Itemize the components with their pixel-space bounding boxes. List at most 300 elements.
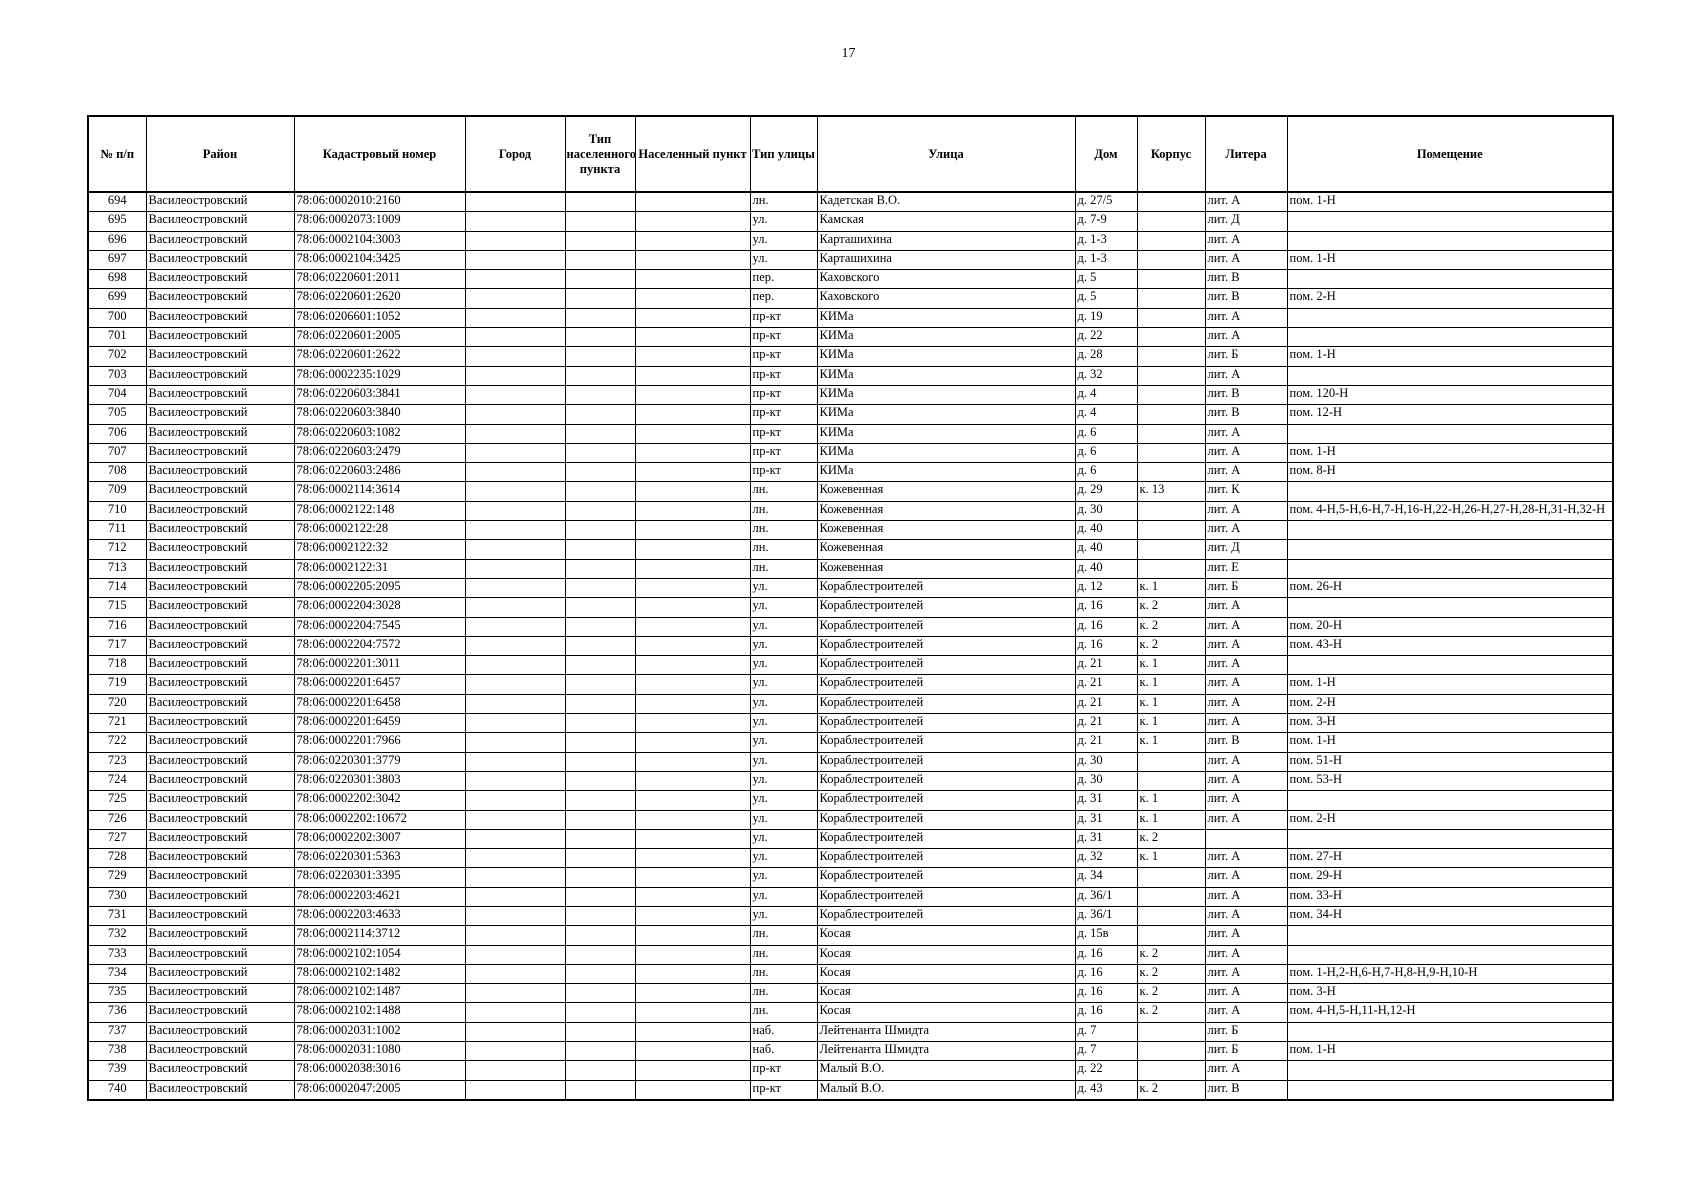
cell-city	[465, 578, 565, 597]
cell-settlement	[635, 424, 750, 443]
cell-premises: пом. 8-Н	[1287, 463, 1613, 482]
cell-house: д. 7	[1075, 1042, 1137, 1061]
cell-street: Кораблестроителей	[817, 868, 1075, 887]
cell-building	[1137, 501, 1205, 520]
cell-premises	[1287, 482, 1613, 501]
cell-building	[1137, 1061, 1205, 1080]
cell-settlement-type	[565, 366, 635, 385]
cell-city	[465, 385, 565, 404]
header-settlement: Населенный пункт	[635, 116, 750, 192]
cell-street: КИМа	[817, 385, 1075, 404]
cell-street: Кораблестроителей	[817, 578, 1075, 597]
table-row	[88, 964, 1613, 983]
cell-house: д. 7-9	[1075, 212, 1137, 231]
table-body	[88, 192, 1613, 1100]
cell-city	[465, 231, 565, 250]
cell-house: д. 7	[1075, 1022, 1137, 1041]
cell-city	[465, 906, 565, 925]
cell-street-type: пр-кт	[750, 463, 817, 482]
cell-row-number: 712	[88, 540, 146, 559]
cell-settlement-type	[565, 752, 635, 771]
cell-building: к. 1	[1137, 791, 1205, 810]
cell-settlement-type	[565, 328, 635, 347]
cell-cadastral-number: 78:06:0206601:1052	[294, 308, 465, 327]
cell-district: Василеостровский	[146, 887, 294, 906]
cell-row-number: 708	[88, 463, 146, 482]
cell-premises: пом. 3-Н	[1287, 984, 1613, 1003]
cell-house: д. 40	[1075, 559, 1137, 578]
table-row	[88, 636, 1613, 655]
cell-city	[465, 849, 565, 868]
property-registry-table	[87, 115, 1614, 1101]
cell-building: к. 1	[1137, 656, 1205, 675]
cell-city	[465, 482, 565, 501]
cell-premises	[1287, 231, 1613, 250]
cell-letter: лит. А	[1205, 617, 1287, 636]
cell-district: Василеостровский	[146, 347, 294, 366]
cell-settlement-type	[565, 694, 635, 713]
cell-building: к. 1	[1137, 849, 1205, 868]
cell-premises: пом. 1-Н	[1287, 675, 1613, 694]
cell-building: к. 1	[1137, 694, 1205, 713]
cell-letter: лит. В	[1205, 385, 1287, 404]
cell-building	[1137, 540, 1205, 559]
cell-cadastral-number: 78:06:0220601:2005	[294, 328, 465, 347]
cell-premises: пом. 27-Н	[1287, 849, 1613, 868]
cell-premises	[1287, 1080, 1613, 1100]
cell-settlement-type	[565, 231, 635, 250]
cell-settlement-type	[565, 636, 635, 655]
cell-district: Василеостровский	[146, 578, 294, 597]
cell-street-type: пр-кт	[750, 405, 817, 424]
cell-district: Василеостровский	[146, 559, 294, 578]
cell-letter: лит. А	[1205, 984, 1287, 1003]
cell-premises	[1287, 212, 1613, 231]
cell-settlement	[635, 1003, 750, 1022]
cell-street: Кораблестроителей	[817, 694, 1075, 713]
cell-city	[465, 250, 565, 269]
cell-settlement-type	[565, 771, 635, 790]
cell-city	[465, 868, 565, 887]
cell-row-number: 724	[88, 771, 146, 790]
cell-city	[465, 366, 565, 385]
cell-settlement	[635, 926, 750, 945]
cell-settlement-type	[565, 192, 635, 212]
cell-row-number: 709	[88, 482, 146, 501]
cell-row-number: 734	[88, 964, 146, 983]
cell-street-type: пр-кт	[750, 443, 817, 462]
cell-street: КИМа	[817, 443, 1075, 462]
cell-cadastral-number: 78:06:0002102:1482	[294, 964, 465, 983]
cell-letter: лит. А	[1205, 810, 1287, 829]
cell-house: д. 16	[1075, 945, 1137, 964]
cell-street: Косая	[817, 945, 1075, 964]
cell-district: Василеостровский	[146, 1042, 294, 1061]
cell-row-number: 715	[88, 598, 146, 617]
cell-row-number: 733	[88, 945, 146, 964]
cell-district: Василеостровский	[146, 231, 294, 250]
cell-premises	[1287, 1022, 1613, 1041]
cell-settlement	[635, 964, 750, 983]
cell-cadastral-number: 78:06:0002201:7966	[294, 733, 465, 752]
cell-street: Кожевенная	[817, 559, 1075, 578]
cell-street: Кораблестроителей	[817, 887, 1075, 906]
cell-house: д. 30	[1075, 501, 1137, 520]
cell-cadastral-number: 78:06:0002204:3028	[294, 598, 465, 617]
cell-cadastral-number: 78:06:0220603:3840	[294, 405, 465, 424]
cell-cadastral-number: 78:06:0002204:7572	[294, 636, 465, 655]
cell-district: Василеостровский	[146, 540, 294, 559]
cell-settlement	[635, 1061, 750, 1080]
cell-settlement	[635, 366, 750, 385]
cell-street: Каховского	[817, 270, 1075, 289]
cell-cadastral-number: 78:06:0002010:2160	[294, 192, 465, 212]
cell-district: Василеостровский	[146, 868, 294, 887]
cell-letter: лит. Б	[1205, 1022, 1287, 1041]
cell-house: д. 5	[1075, 289, 1137, 308]
cell-premises	[1287, 366, 1613, 385]
table-header	[88, 116, 1613, 192]
cell-street-type: ул.	[750, 675, 817, 694]
cell-premises: пом. 34-Н	[1287, 906, 1613, 925]
cell-district: Василеостровский	[146, 656, 294, 675]
cell-premises: пом. 1-Н	[1287, 1042, 1613, 1061]
cell-building	[1137, 212, 1205, 231]
cell-letter: лит. Б	[1205, 1042, 1287, 1061]
cell-city	[465, 694, 565, 713]
cell-district: Василеостровский	[146, 463, 294, 482]
cell-row-number: 698	[88, 270, 146, 289]
cell-premises	[1287, 270, 1613, 289]
cell-settlement	[635, 656, 750, 675]
cell-premises	[1287, 945, 1613, 964]
cell-settlement-type	[565, 733, 635, 752]
cell-district: Василеостровский	[146, 270, 294, 289]
cell-city	[465, 424, 565, 443]
cell-premises: пом. 4-Н,5-Н,6-Н,7-Н,16-Н,22-Н,26-Н,27-Н,28-Н,31-Н,32-Н	[1287, 501, 1613, 520]
cell-building	[1137, 868, 1205, 887]
cell-settlement	[635, 752, 750, 771]
cell-cadastral-number: 78:06:0220301:5363	[294, 849, 465, 868]
cell-street-type: наб.	[750, 1042, 817, 1061]
cell-city	[465, 984, 565, 1003]
table-row	[88, 694, 1613, 713]
cell-premises: пом. 12-Н	[1287, 405, 1613, 424]
table-row	[88, 617, 1613, 636]
cell-cadastral-number: 78:06:0002102:1054	[294, 945, 465, 964]
cell-house: д. 16	[1075, 598, 1137, 617]
cell-row-number: 711	[88, 521, 146, 540]
cell-city	[465, 829, 565, 848]
cell-premises: пом. 2-Н	[1287, 694, 1613, 713]
cell-city	[465, 964, 565, 983]
cell-settlement-type	[565, 405, 635, 424]
cell-street-type: пер.	[750, 270, 817, 289]
cell-cadastral-number: 78:06:0002073:1009	[294, 212, 465, 231]
cell-settlement-type	[565, 945, 635, 964]
cell-letter: лит. В	[1205, 270, 1287, 289]
cell-letter: лит. А	[1205, 945, 1287, 964]
cell-city	[465, 405, 565, 424]
cell-settlement	[635, 675, 750, 694]
table-row	[88, 1042, 1613, 1061]
table-row	[88, 598, 1613, 617]
cell-city	[465, 443, 565, 462]
cell-house: д. 6	[1075, 424, 1137, 443]
cell-street-type: ул.	[750, 887, 817, 906]
table-row	[88, 1080, 1613, 1100]
cell-house: д. 16	[1075, 617, 1137, 636]
cell-settlement	[635, 906, 750, 925]
cell-house: д. 19	[1075, 308, 1137, 327]
cell-street: КИМа	[817, 463, 1075, 482]
cell-house: д. 4	[1075, 385, 1137, 404]
cell-street: Кораблестроителей	[817, 771, 1075, 790]
cell-house: д. 40	[1075, 521, 1137, 540]
cell-settlement	[635, 328, 750, 347]
cell-building	[1137, 328, 1205, 347]
cell-premises: пом. 1-Н,2-Н,6-Н,7-Н,8-Н,9-Н,10-Н	[1287, 964, 1613, 983]
cell-city	[465, 636, 565, 655]
cell-row-number: 702	[88, 347, 146, 366]
cell-settlement-type	[565, 887, 635, 906]
header-cadastral-number: Кадастровый номер	[294, 116, 465, 192]
cell-letter: лит. А	[1205, 675, 1287, 694]
table-row	[88, 289, 1613, 308]
cell-street-type: пр-кт	[750, 347, 817, 366]
cell-settlement	[635, 250, 750, 269]
cell-street-type: ул.	[750, 791, 817, 810]
cell-building	[1137, 366, 1205, 385]
cell-cadastral-number: 78:06:0002122:148	[294, 501, 465, 520]
cell-city	[465, 752, 565, 771]
cell-street-type: пер.	[750, 289, 817, 308]
cell-street: Кожевенная	[817, 501, 1075, 520]
cell-city	[465, 675, 565, 694]
cell-cadastral-number: 78:06:0220603:1082	[294, 424, 465, 443]
cell-building: к. 2	[1137, 1080, 1205, 1100]
cell-row-number: 717	[88, 636, 146, 655]
cell-city	[465, 1022, 565, 1041]
cell-street-type: ул.	[750, 636, 817, 655]
cell-row-number: 736	[88, 1003, 146, 1022]
cell-letter: лит. А	[1205, 1003, 1287, 1022]
table-row	[88, 675, 1613, 694]
table-row	[88, 887, 1613, 906]
cell-street-type: ул.	[750, 250, 817, 269]
cell-street: Кожевенная	[817, 521, 1075, 540]
cell-row-number: 714	[88, 578, 146, 597]
cell-street-type: лн.	[750, 984, 817, 1003]
cell-row-number: 699	[88, 289, 146, 308]
cell-building: к. 1	[1137, 733, 1205, 752]
cell-settlement-type	[565, 250, 635, 269]
cell-house: д. 21	[1075, 694, 1137, 713]
cell-row-number: 701	[88, 328, 146, 347]
cell-settlement	[635, 849, 750, 868]
cell-district: Василеостровский	[146, 675, 294, 694]
cell-cadastral-number: 78:06:0002202:3007	[294, 829, 465, 848]
cell-settlement-type	[565, 289, 635, 308]
cell-cadastral-number: 78:06:0220601:2011	[294, 270, 465, 289]
cell-street-type: лн.	[750, 964, 817, 983]
cell-letter: лит. А	[1205, 443, 1287, 462]
cell-settlement-type	[565, 656, 635, 675]
cell-house: д. 21	[1075, 656, 1137, 675]
cell-premises: пом. 43-Н	[1287, 636, 1613, 655]
cell-row-number: 730	[88, 887, 146, 906]
cell-premises: пом. 29-Н	[1287, 868, 1613, 887]
cell-row-number: 706	[88, 424, 146, 443]
cell-settlement-type	[565, 385, 635, 404]
cell-premises: пом. 1-Н	[1287, 443, 1613, 462]
cell-letter: лит. А	[1205, 463, 1287, 482]
cell-street-type: ул.	[750, 733, 817, 752]
cell-street-type: ул.	[750, 829, 817, 848]
cell-building: к. 1	[1137, 810, 1205, 829]
cell-street-type: ул.	[750, 617, 817, 636]
cell-building	[1137, 463, 1205, 482]
cell-settlement-type	[565, 791, 635, 810]
table-row	[88, 578, 1613, 597]
cell-settlement	[635, 270, 750, 289]
cell-cadastral-number: 78:06:0220301:3803	[294, 771, 465, 790]
cell-settlement-type	[565, 578, 635, 597]
cell-cadastral-number: 78:06:0002235:1029	[294, 366, 465, 385]
cell-row-number: 703	[88, 366, 146, 385]
cell-street-type: ул.	[750, 771, 817, 790]
cell-premises	[1287, 559, 1613, 578]
cell-house: д. 40	[1075, 540, 1137, 559]
cell-building: к. 2	[1137, 617, 1205, 636]
cell-settlement	[635, 945, 750, 964]
cell-district: Василеостровский	[146, 250, 294, 269]
cell-letter: лит. А	[1205, 849, 1287, 868]
cell-settlement	[635, 192, 750, 212]
cell-district: Василеостровский	[146, 906, 294, 925]
cell-district: Василеостровский	[146, 829, 294, 848]
table-row	[88, 791, 1613, 810]
cell-settlement	[635, 887, 750, 906]
cell-settlement-type	[565, 347, 635, 366]
cell-house: д. 27/5	[1075, 192, 1137, 212]
cell-settlement	[635, 829, 750, 848]
table-row	[88, 559, 1613, 578]
cell-building	[1137, 405, 1205, 424]
table-row	[88, 424, 1613, 443]
cell-cadastral-number: 78:06:0220601:2622	[294, 347, 465, 366]
cell-street: Кораблестроителей	[817, 810, 1075, 829]
table-row	[88, 771, 1613, 790]
table-row	[88, 250, 1613, 269]
cell-district: Василеостровский	[146, 1022, 294, 1041]
cell-letter: лит. В	[1205, 1080, 1287, 1100]
cell-building: к. 1	[1137, 675, 1205, 694]
cell-district: Василеостровский	[146, 984, 294, 1003]
cell-house: д. 6	[1075, 443, 1137, 462]
cell-city	[465, 559, 565, 578]
cell-house: д. 32	[1075, 366, 1137, 385]
cell-settlement-type	[565, 501, 635, 520]
cell-district: Василеостровский	[146, 617, 294, 636]
cell-city	[465, 212, 565, 231]
cell-building	[1137, 308, 1205, 327]
cell-settlement-type	[565, 463, 635, 482]
cell-building	[1137, 192, 1205, 212]
cell-city	[465, 887, 565, 906]
cell-house: д. 21	[1075, 733, 1137, 752]
cell-street-type: лн.	[750, 945, 817, 964]
cell-row-number: 707	[88, 443, 146, 462]
cell-row-number: 710	[88, 501, 146, 520]
cell-settlement	[635, 1042, 750, 1061]
cell-row-number: 694	[88, 192, 146, 212]
cell-city	[465, 463, 565, 482]
cell-cadastral-number: 78:06:0002122:32	[294, 540, 465, 559]
cell-row-number: 735	[88, 984, 146, 1003]
cell-street-type: лн.	[750, 540, 817, 559]
cell-district: Василеостровский	[146, 945, 294, 964]
cell-city	[465, 714, 565, 733]
cell-settlement-type	[565, 270, 635, 289]
cell-city	[465, 289, 565, 308]
cell-premises	[1287, 656, 1613, 675]
cell-cadastral-number: 78:06:0002114:3712	[294, 926, 465, 945]
cell-street-type: пр-кт	[750, 1061, 817, 1080]
cell-settlement-type	[565, 714, 635, 733]
cell-letter: лит. А	[1205, 964, 1287, 983]
cell-cadastral-number: 78:06:0220601:2620	[294, 289, 465, 308]
cell-street: Кораблестроителей	[817, 849, 1075, 868]
cell-city	[465, 1003, 565, 1022]
cell-cadastral-number: 78:06:0002204:7545	[294, 617, 465, 636]
cell-row-number: 719	[88, 675, 146, 694]
cell-house: д. 30	[1075, 771, 1137, 790]
table-row	[88, 1061, 1613, 1080]
cell-district: Василеостровский	[146, 810, 294, 829]
cell-house: д. 34	[1075, 868, 1137, 887]
cell-district: Василеостровский	[146, 1061, 294, 1080]
cell-street: Кораблестроителей	[817, 733, 1075, 752]
cell-city	[465, 347, 565, 366]
cell-premises	[1287, 540, 1613, 559]
cell-street-type: ул.	[750, 810, 817, 829]
cell-cadastral-number: 78:06:0002031:1002	[294, 1022, 465, 1041]
cell-building: к. 2	[1137, 945, 1205, 964]
cell-city	[465, 617, 565, 636]
cell-street-type: лн.	[750, 521, 817, 540]
cell-row-number: 704	[88, 385, 146, 404]
cell-house: д. 30	[1075, 752, 1137, 771]
cell-street-type: лн.	[750, 482, 817, 501]
cell-letter: лит. Д	[1205, 540, 1287, 559]
cell-building	[1137, 906, 1205, 925]
table-row	[88, 829, 1613, 848]
cell-city	[465, 328, 565, 347]
header-building: Корпус	[1137, 116, 1205, 192]
table-row	[88, 463, 1613, 482]
cell-row-number: 738	[88, 1042, 146, 1061]
cell-house: д. 1-3	[1075, 250, 1137, 269]
cell-house: д. 16	[1075, 1003, 1137, 1022]
header-row	[88, 116, 1613, 192]
cell-street: Кораблестроителей	[817, 598, 1075, 617]
cell-settlement-type	[565, 675, 635, 694]
cell-street-type: ул.	[750, 694, 817, 713]
cell-street: Малый В.О.	[817, 1061, 1075, 1080]
cell-building	[1137, 752, 1205, 771]
cell-city	[465, 945, 565, 964]
